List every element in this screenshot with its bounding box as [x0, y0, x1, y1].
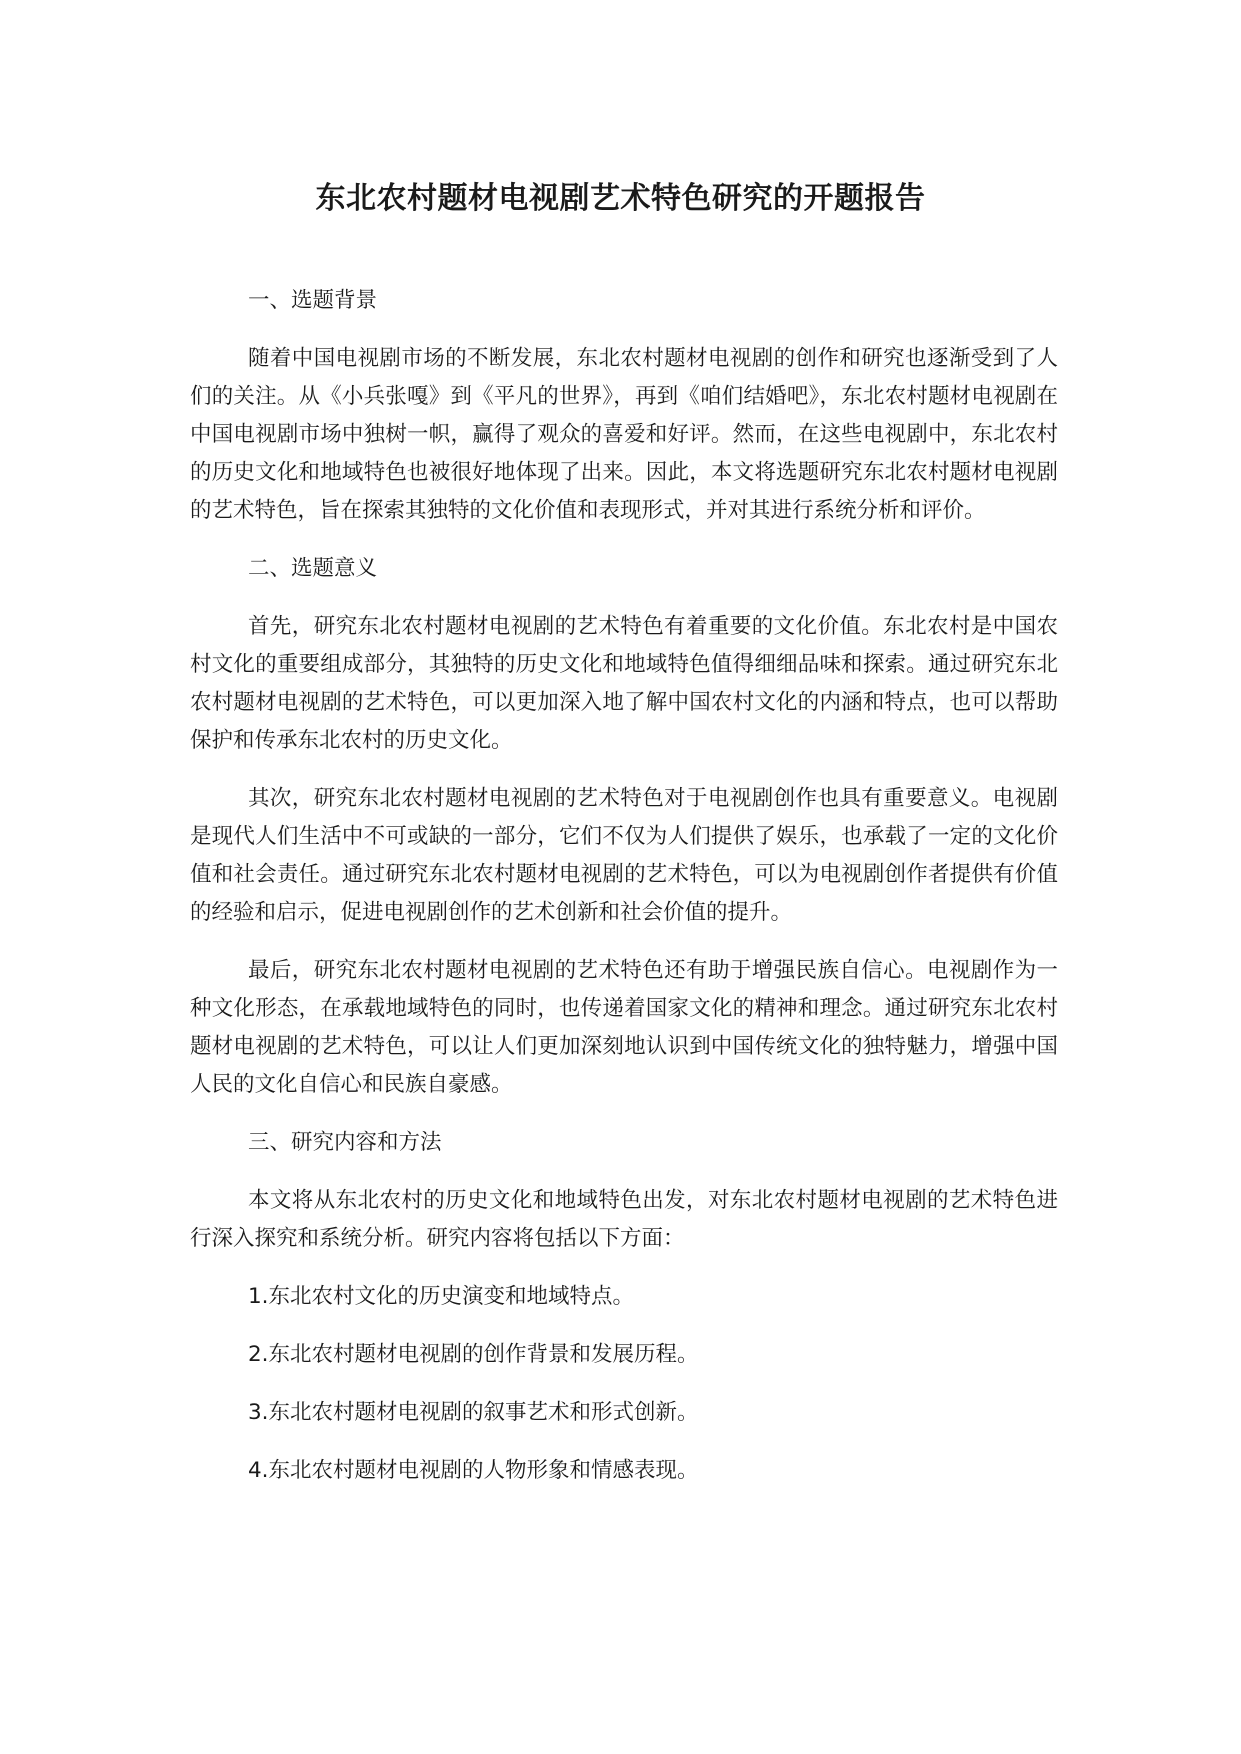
methods-list-item-2: 2.东北农村题材电视剧的创作背景和发展历程。 — [248, 1342, 699, 1367]
document-body — [190, 282, 1058, 1510]
background-paragraph: 随着中国电视剧市场的不断发展，东北农村题材电视剧的创作和研究也逐渐受到了人们的关注。从《小兵张嘎》到《平凡的世界》，再到《咱们结婚吧》，东北农村题材电视剧在中国电视剧市场中独树一帜，赢得了观众的喜爱和好评。然而，在这些电视剧中，东北农村的历史文化和地域特色也被很好地体现了出来。因此，本文将选题研究东北农村题材电视剧的艺术特色，旨在探索其独特的文化价值和表现形式，并对其进行系统分析和评价。 — [190, 346, 1058, 523]
methods-list-item-1: 1.东北农村文化的历史演变和地域特点。 — [248, 1284, 635, 1309]
methods-list-item-3: 3.东北农村题材电视剧的叙事艺术和形式创新。 — [248, 1400, 699, 1425]
section-heading-methods: 三、研究内容和方法 — [248, 1130, 442, 1155]
methods-list-item-4: 4.东北农村题材电视剧的人物形象和情感表现。 — [248, 1458, 699, 1483]
significance-paragraph-2: 其次，研究东北农村题材电视剧的艺术特色对于电视剧创作也具有重要意义。电视剧是现代人们生活中不可或缺的一部分，它们不仅为人们提供了娱乐，也承载了一定的文化价值和社会责任。通过研究东北农村题材电视剧的艺术特色，可以为电视剧创作者提供有价值的经验和启示，促进电视剧创作的艺术创新和社会价值的提升。 — [190, 786, 1058, 925]
methods-intro-paragraph: 本文将从东北农村的历史文化和地域特色出发，对东北农村题材电视剧的艺术特色进行深入探究和系统分析。研究内容将包括以下方面： — [190, 1188, 1058, 1251]
document-title: 东北农村题材电视剧艺术特色研究的开题报告 — [315, 181, 926, 216]
significance-paragraph-1: 首先，研究东北农村题材电视剧的艺术特色有着重要的文化价值。东北农村是中国农村文化的重要组成部分，其独特的历史文化和地域特色值得细细品味和探索。通过研究东北农村题材电视剧的艺术特色，可以更加深入地了解中国农村文化的内涵和特点，也可以帮助保护和传承东北农村的历史文化。 — [190, 614, 1058, 753]
significance-paragraph-3: 最后，研究东北农村题材电视剧的艺术特色还有助于增强民族自信心。电视剧作为一种文化形态，在承载地域特色的同时，也传递着国家文化的精神和理念。通过研究东北农村题材电视剧的艺术特色，可以让人们更加深刻地认识到中国传统文化的独特魅力，增强中国人民的文化自信心和民族自豪感。 — [190, 958, 1058, 1097]
section-heading-background: 一、选题背景 — [248, 288, 378, 313]
section-heading-significance: 二、选题意义 — [248, 556, 378, 581]
